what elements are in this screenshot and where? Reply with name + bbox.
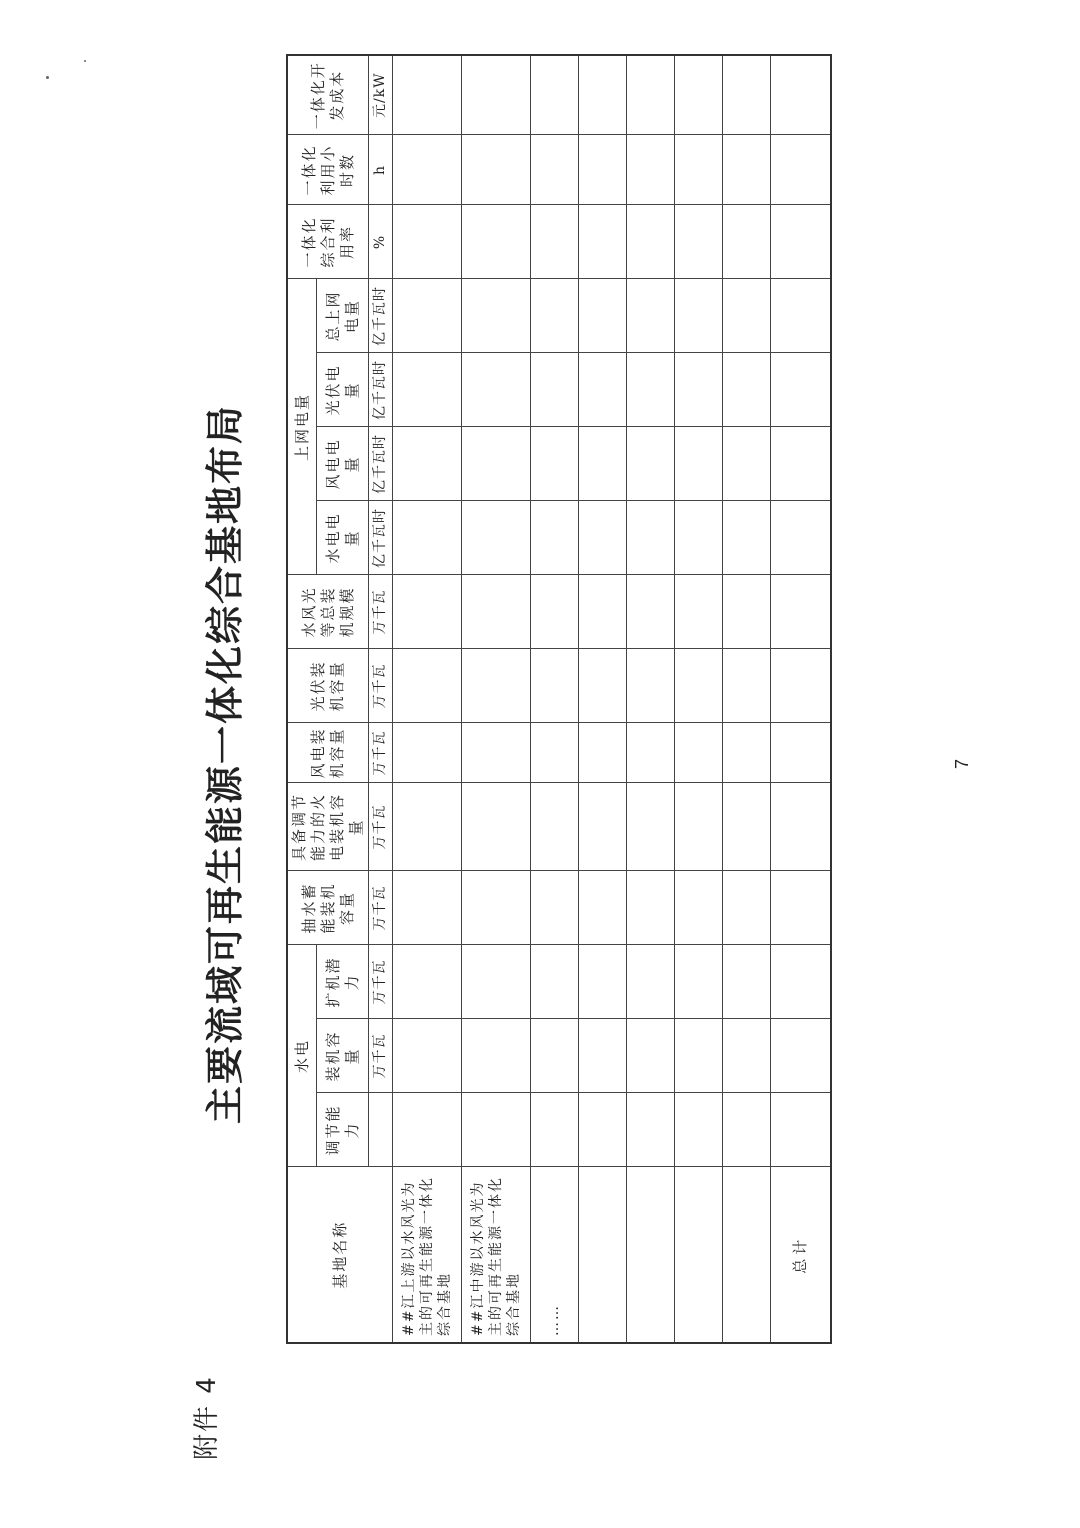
empty-cell — [578, 723, 626, 783]
empty-cell — [393, 783, 462, 871]
total-label: 总计 — [770, 1167, 831, 1343]
empty-cell — [722, 205, 770, 279]
empty-cell — [461, 1019, 530, 1093]
empty-cell — [393, 1093, 462, 1167]
table-row — [626, 55, 674, 1343]
table-row — [578, 55, 626, 1343]
header-thermal-regulating: 具备调节能力的火电装机容量 — [287, 783, 369, 871]
empty-cell — [722, 649, 770, 723]
unit-thermal-regulating: 万千瓦 — [369, 783, 393, 871]
empty-cell — [530, 723, 578, 783]
empty-cell — [461, 427, 530, 501]
empty-cell — [770, 1019, 831, 1093]
empty-cell — [530, 1019, 578, 1093]
empty-cell — [722, 135, 770, 205]
empty-cell — [393, 723, 462, 783]
empty-cell — [530, 575, 578, 649]
base-name-cell — [578, 1167, 626, 1343]
empty-cell — [674, 427, 722, 501]
empty-cell — [674, 501, 722, 575]
empty-cell — [578, 279, 626, 353]
empty-cell — [578, 205, 626, 279]
attachment-label: 附件 4 — [192, 1375, 222, 1460]
empty-cell — [722, 501, 770, 575]
empty-cell — [674, 205, 722, 279]
empty-cell — [770, 427, 831, 501]
empty-cell — [530, 1093, 578, 1167]
scan-speck — [84, 60, 86, 62]
empty-cell — [393, 871, 462, 945]
empty-cell — [393, 1019, 462, 1093]
empty-cell — [461, 205, 530, 279]
empty-cell — [578, 135, 626, 205]
empty-cell — [626, 279, 674, 353]
unit-wind-energy: 亿千瓦时 — [369, 427, 393, 501]
header-regulation-capacity: 调节能力 — [317, 1093, 369, 1167]
empty-cell — [674, 1019, 722, 1093]
header-pv-energy: 光伏电量 — [317, 353, 369, 427]
base-layout-table — [286, 54, 832, 1344]
header-hydro-energy: 水电电量 — [317, 501, 369, 575]
empty-cell — [626, 353, 674, 427]
empty-cell — [770, 871, 831, 945]
table-row — [722, 55, 770, 1343]
empty-cell — [674, 649, 722, 723]
empty-cell — [578, 575, 626, 649]
empty-cell — [530, 279, 578, 353]
unit-utilization-rate: % — [369, 205, 393, 279]
empty-cell — [722, 783, 770, 871]
empty-cell — [461, 135, 530, 205]
empty-cell — [770, 501, 831, 575]
header-expansion-potential: 扩机潜力 — [317, 945, 369, 1019]
empty-cell — [530, 649, 578, 723]
empty-cell — [530, 427, 578, 501]
empty-cell — [461, 649, 530, 723]
empty-cell — [626, 649, 674, 723]
empty-cell — [722, 1019, 770, 1093]
empty-cell — [578, 427, 626, 501]
empty-cell — [770, 783, 831, 871]
empty-cell — [530, 55, 578, 135]
units-row — [369, 55, 393, 1343]
empty-cell — [626, 135, 674, 205]
base-name-cell — [674, 1167, 722, 1343]
unit-wind-installed: 万千瓦 — [369, 723, 393, 783]
empty-cell — [530, 871, 578, 945]
empty-cell — [722, 427, 770, 501]
table-row — [393, 55, 462, 1343]
table-row — [770, 55, 831, 1343]
empty-cell — [578, 1093, 626, 1167]
empty-cell — [461, 1093, 530, 1167]
document-title: 主要流域可再生能源一体化综合基地布局 — [202, 404, 247, 1125]
empty-cell — [578, 649, 626, 723]
empty-cell — [674, 55, 722, 135]
empty-cell — [674, 575, 722, 649]
table-row — [461, 55, 530, 1343]
unit-pv-installed: 万千瓦 — [369, 649, 393, 723]
empty-cell — [674, 723, 722, 783]
empty-cell — [393, 649, 462, 723]
empty-cell — [530, 783, 578, 871]
header-pv-installed: 光伏装机容量 — [287, 649, 369, 723]
base-name-cell: ##江上游以水风光为主的可再生能源一体化综合基地 — [393, 1167, 462, 1343]
empty-cell — [530, 135, 578, 205]
empty-cell — [461, 575, 530, 649]
empty-cell — [626, 945, 674, 1019]
header-pumped-storage: 抽水蓄能装机容量 — [287, 871, 369, 945]
empty-cell — [722, 353, 770, 427]
empty-cell — [461, 353, 530, 427]
empty-cell — [626, 1019, 674, 1093]
header-row-1 — [287, 55, 317, 1343]
base-name-cell — [626, 1167, 674, 1343]
empty-cell — [578, 945, 626, 1019]
header-group-hydro: 水电 — [287, 945, 317, 1167]
empty-cell — [722, 871, 770, 945]
unit-hydro-installed: 万千瓦 — [369, 1019, 393, 1093]
base-name-cell: ##江中游以水风光为主的可再生能源一体化综合基地 — [461, 1167, 530, 1343]
header-group-grid-energy: 上网电量 — [287, 279, 317, 575]
header-base-name: 基地名称 — [287, 1167, 393, 1343]
empty-cell — [461, 783, 530, 871]
unit-expansion-potential: 万千瓦 — [369, 945, 393, 1019]
empty-cell — [393, 55, 462, 135]
empty-cell — [626, 501, 674, 575]
empty-cell — [770, 649, 831, 723]
empty-cell — [722, 575, 770, 649]
empty-cell — [530, 501, 578, 575]
unit-pumped-storage: 万千瓦 — [369, 871, 393, 945]
empty-cell — [770, 55, 831, 135]
empty-cell — [674, 871, 722, 945]
empty-cell — [393, 205, 462, 279]
empty-cell — [530, 353, 578, 427]
header-hydro-installed: 装机容量 — [317, 1019, 369, 1093]
empty-cell — [578, 783, 626, 871]
empty-cell — [461, 723, 530, 783]
empty-cell — [461, 279, 530, 353]
table-body — [393, 55, 831, 1343]
empty-cell — [461, 501, 530, 575]
base-name-cell: …… — [530, 1167, 578, 1343]
unit-pv-energy: 亿千瓦时 — [369, 353, 393, 427]
empty-cell — [770, 135, 831, 205]
header-dev-cost: 一体化开发成本 — [287, 55, 369, 135]
empty-cell — [578, 55, 626, 135]
empty-cell — [393, 353, 462, 427]
empty-cell — [722, 1093, 770, 1167]
empty-cell — [626, 1093, 674, 1167]
unit-hydro-energy: 亿千瓦时 — [369, 501, 393, 575]
empty-cell — [770, 353, 831, 427]
empty-cell — [626, 55, 674, 135]
empty-cell — [722, 55, 770, 135]
unit-regulation-capacity — [369, 1093, 393, 1167]
empty-cell — [722, 723, 770, 783]
empty-cell — [722, 945, 770, 1019]
table-row — [530, 55, 578, 1343]
empty-cell — [770, 723, 831, 783]
empty-cell — [393, 279, 462, 353]
empty-cell — [626, 575, 674, 649]
table-row — [674, 55, 722, 1343]
header-utilization-rate: 一体化综合利用率 — [287, 205, 369, 279]
empty-cell — [674, 945, 722, 1019]
empty-cell — [674, 279, 722, 353]
empty-cell — [530, 945, 578, 1019]
unit-utilization-hours: h — [369, 135, 393, 205]
header-total-energy: 总上网电量 — [317, 279, 369, 353]
empty-cell — [578, 501, 626, 575]
page-number: 7 — [952, 759, 972, 770]
scan-speck — [46, 76, 49, 79]
empty-cell — [674, 1093, 722, 1167]
empty-cell — [674, 783, 722, 871]
empty-cell — [770, 279, 831, 353]
header-wind-installed: 风电装机容量 — [287, 723, 369, 783]
empty-cell — [393, 135, 462, 205]
empty-cell — [770, 1093, 831, 1167]
unit-total-installed: 万千瓦 — [369, 575, 393, 649]
empty-cell — [393, 501, 462, 575]
empty-cell — [626, 205, 674, 279]
empty-cell — [626, 723, 674, 783]
empty-cell — [578, 871, 626, 945]
empty-cell — [461, 55, 530, 135]
empty-cell — [626, 871, 674, 945]
empty-cell — [393, 575, 462, 649]
empty-cell — [578, 1019, 626, 1093]
unit-total-energy: 亿千瓦时 — [369, 279, 393, 353]
header-total-installed: 水风光等总装机规模 — [287, 575, 369, 649]
empty-cell — [770, 205, 831, 279]
empty-cell — [461, 871, 530, 945]
empty-cell — [722, 279, 770, 353]
rotated-document-page — [90, 61, 990, 1460]
empty-cell — [578, 353, 626, 427]
header-wind-energy: 风电电量 — [317, 427, 369, 501]
empty-cell — [393, 945, 462, 1019]
empty-cell — [461, 945, 530, 1019]
header-utilization-hours: 一体化利用小时数 — [287, 135, 369, 205]
unit-dev-cost: 元/kW — [369, 55, 393, 135]
base-name-cell — [722, 1167, 770, 1343]
empty-cell — [393, 427, 462, 501]
empty-cell — [674, 353, 722, 427]
empty-cell — [530, 205, 578, 279]
empty-cell — [674, 135, 722, 205]
empty-cell — [770, 945, 831, 1019]
empty-cell — [770, 575, 831, 649]
empty-cell — [626, 427, 674, 501]
empty-cell — [626, 783, 674, 871]
